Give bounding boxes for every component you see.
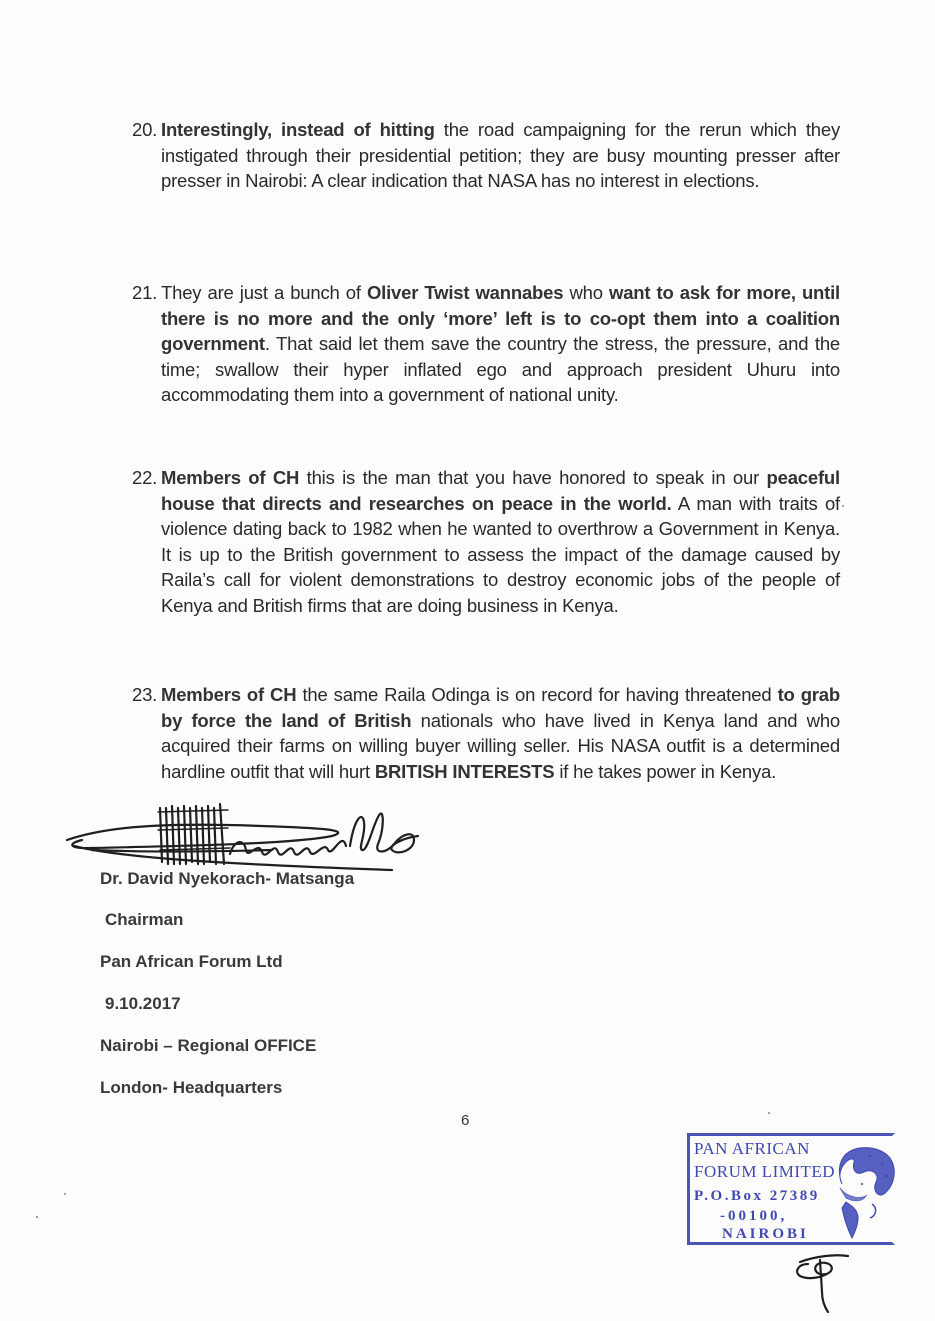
paragraph-20: [132, 117, 840, 194]
paragraph-22: [132, 465, 840, 618]
paragraph-number: 23.: [132, 684, 158, 705]
headquarters: London- Headquarters: [100, 1078, 283, 1097]
paragraph-number: 22.: [132, 467, 158, 488]
bold-text-run: Members of CH: [161, 467, 300, 488]
paragraph-body: [161, 465, 840, 618]
scan-speck: [64, 1193, 66, 1195]
bold-text-run: to grab by force the land of British: [161, 684, 840, 731]
text-run: if he takes power in Kenya.: [554, 760, 777, 782]
stamp-line-2: FORUM LIMITED: [694, 1162, 836, 1181]
bold-text-run: peaceful house that directs and researches on peace in the world.: [161, 467, 840, 514]
paragraph-23: [132, 682, 840, 784]
paragraph-body: [161, 117, 840, 194]
text-run: this is the man that you have honored to speak in our: [299, 467, 767, 488]
regional-office: Nairobi – Regional OFFICE: [100, 1036, 317, 1055]
signature-date: 9.10.2017: [105, 994, 181, 1013]
paragraph-number: 21.: [132, 282, 158, 303]
bold-text-run: BRITISH INTERESTS: [374, 760, 555, 782]
bold-text-run: Interestingly, instead of hitting: [161, 119, 435, 140]
bold-text-run: Members of CH: [161, 684, 297, 705]
scan-speck: [36, 1216, 38, 1218]
bold-text-run: want to ask for more, until there is no more and the only ‘more’ left is to co-opt them into a coalition government: [161, 282, 840, 354]
signature-icon: [62, 800, 452, 880]
paragraph-21: [132, 280, 840, 408]
stamp-line-5: NAIROBI: [722, 1226, 809, 1242]
text-run: who: [563, 282, 609, 303]
paragraph-number: 20.: [132, 119, 158, 140]
stamp-line-4: -00100,: [720, 1208, 788, 1224]
scan-speck: [768, 1112, 770, 1114]
paragraph-body: [161, 682, 840, 784]
globe-icon: [832, 1144, 898, 1240]
stamp-line-3: P.O.Box 27389: [694, 1188, 820, 1204]
stamp-line-1: PAN AFRICAN: [694, 1139, 810, 1158]
signatory-organization: Pan African Forum Ltd: [100, 952, 283, 971]
paragraph-body: [161, 280, 840, 408]
text-run: They are just a bunch of: [161, 282, 367, 303]
text-run: the road campaigning for the rerun which they instigated through their presidential petition; they are busy mounting presser after presser in Nairobi: A clear indication that NASA has no interest in elections.: [161, 119, 840, 191]
bold-text-run: Oliver Twist wannabes: [366, 282, 564, 303]
initials-icon: [790, 1250, 860, 1315]
text-run: . That said let them save the country the stress, the pressure, and the time; swallow their hyper inflated ego and approach president Uhuru into accommodating them into a government of national unity.: [161, 333, 840, 405]
signatory-title: Chairman: [105, 910, 184, 929]
text-run: the same Raila Odinga is on record for having threatened: [296, 684, 778, 705]
scan-speck: [842, 505, 844, 507]
company-stamp: [687, 1133, 895, 1245]
text-run: nationals who have lived in Kenya land and who acquired their farms on willing buyer willing seller. His NASA outfit is a determined hardline outfit that will hurt: [161, 709, 841, 782]
text-run: A man with traits of violence dating back to 1982 when he wanted to overthrow a Government in Kenya. It is up to the British government to assess the impact of the damage caused by Raila’s call for violent demonstrations to destroy economic jobs of the people of Kenya and British firms that are doing business in Kenya.: [161, 492, 840, 616]
page-number: 6: [461, 1112, 470, 1129]
signatory-name: Dr. David Nyekorach- Matsanga: [100, 869, 355, 888]
